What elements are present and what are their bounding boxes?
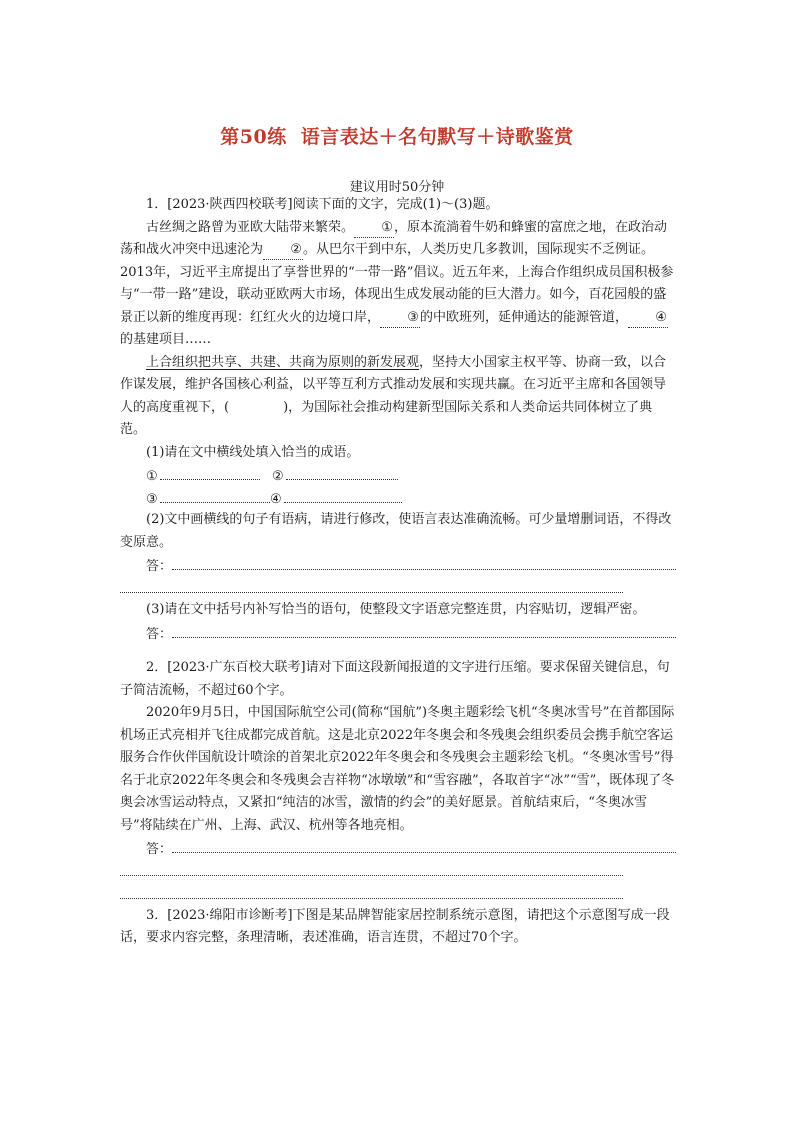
answer-label: 答： (146, 559, 173, 574)
answer-continuation-q2 (120, 882, 676, 905)
fill-line-1[interactable] (160, 464, 260, 480)
answer-line[interactable] (172, 622, 676, 638)
lesson-topic: 语言表达＋名句默写＋诗歌鉴赏 (300, 126, 574, 148)
page-title (0, 122, 794, 149)
answer-line[interactable] (172, 554, 676, 570)
blank-1: ① (354, 219, 394, 238)
fill-label-3: ③ (146, 491, 158, 507)
answer-line[interactable] (120, 577, 623, 593)
fill-row-1 (120, 464, 676, 487)
passage-text: 的中欧班列，延伸通达的能源管道， (420, 309, 629, 325)
passage-text: 的基建项目…… (120, 332, 212, 347)
answer-row-sub2 (120, 554, 676, 577)
sub-question-2: (2)文中画横线的句子有语病，请进行修改，使语言表达准确流畅。可少量增删词语，不得改变原意。 (120, 512, 672, 550)
passage-text: )，为国际社会推动构建新型国际关系和人类命运共同体树立了典范。 (120, 399, 653, 437)
passage-text: 古丝绸之路曾为亚欧大陆带来繁荣。 (146, 219, 355, 235)
answer-label: 答： (146, 626, 173, 642)
question-2-passage: 2020年9月5日，中国国际航空公司(简称“国航”)冬奥主题彩绘飞机“冬奥冰雪号”在首都国际机场正式亮相并飞往成都完成首航。这是北京2022年冬奥会和冬残奥会组织委员会携手航空客运服务合作伙伴国航设计喷涂的首架北京2022年冬奥会和冬残奥会主题彩绘飞机。“冬奥冰雪号”得名于北京2022年冬奥会和冬残奥会吉祥物“冰墩墩”和“雪容融”，各取首字“冰”“雪”，既体现了冬奥会冰雪运动特点，又紧扣“纯洁的冰雪，激情的约会”的美好愿景。首航结束后，“冬奥冰雪号”将陆续在广州、上海、武汉、杭州等各地亮相。 (120, 705, 675, 833)
answer-line[interactable] (172, 837, 676, 853)
passage-text: ，坚持大小国家主权平等、协商一致，以合作谋发展，维护各国核心利益，以平等互利方式推动发展和实现共赢。在习近平主席和各国领导人的高度重视下，( (120, 354, 667, 415)
question-1-passage-1 (120, 217, 676, 352)
answer-continuation-sub2 (120, 577, 676, 600)
exercise-content (120, 194, 676, 950)
answer-continuation-q2 (120, 860, 676, 883)
answer-label: 答： (146, 842, 173, 857)
passage-text: 。从巴尔干到中东，人类历史几多教训，国际现实不乏例证。2013年，习近平主席提出了享誉世界的“一带一路”倡议。近五年来，上海合作组织成员国积极参与“一带一路”建设，联动亚欧两大市场，体现出生成发展动能的巨大潜力。如今，百花园般的盛景正以新的维度再现：红红火火的边境口岸， (120, 242, 674, 325)
answer-row-sub3 (120, 622, 676, 645)
suggested-time: 建议用时50分钟 (349, 180, 445, 195)
question-1-passage-2 (120, 352, 676, 442)
question-1-heading: 1．[2023·陕西四校联考]阅读下面的文字，完成(1)～(3)题。 (146, 197, 499, 212)
underlined-sentence: 上合组织把共享、共建、共商为原则的新发展观 (146, 354, 420, 370)
lesson-number: 第50练 (220, 126, 287, 148)
sub-question-3: (3)请在文中括号内补写恰当的语句，使整段文字语意完整连贯，内容贴切，逻辑严密。 (146, 602, 646, 617)
fill-line-3[interactable] (160, 487, 270, 503)
passage-text: ，原本流淌着牛奶和蜂蜜的富庶之地，在政治动荡和战火冲突中迅速沦为 (120, 219, 668, 257)
fill-line-4[interactable] (284, 487, 402, 503)
blank-4: ④ (628, 309, 668, 328)
blank-2: ② (263, 241, 303, 260)
answer-line[interactable] (120, 883, 623, 899)
answer-row-q2 (120, 837, 676, 860)
question-3-heading: 3．[2023·绵阳市诊断考]下图是某品牌智能家居控制系统示意图，请把这个示意图写成一段话，要求内容完整，条理清晰，表述准确，语言连贯，不超过70个字。 (120, 907, 670, 945)
fill-row-2 (120, 487, 676, 510)
fill-line-2[interactable] (286, 464, 398, 480)
fill-label-1: ① (146, 469, 158, 484)
blank-3: ③ (380, 309, 420, 328)
question-2-heading: 2．[2023·广东百校大联考]请对下面这段新闻报道的文字进行压缩。要求保留关键信息，句子简洁流畅，不超过60个字。 (120, 660, 670, 698)
fill-label-2: ② (272, 469, 284, 484)
answer-line[interactable] (120, 860, 623, 876)
sub-question-1: (1)请在文中横线处填入恰当的成语。 (146, 444, 360, 460)
fill-label-4: ④ (270, 491, 282, 507)
